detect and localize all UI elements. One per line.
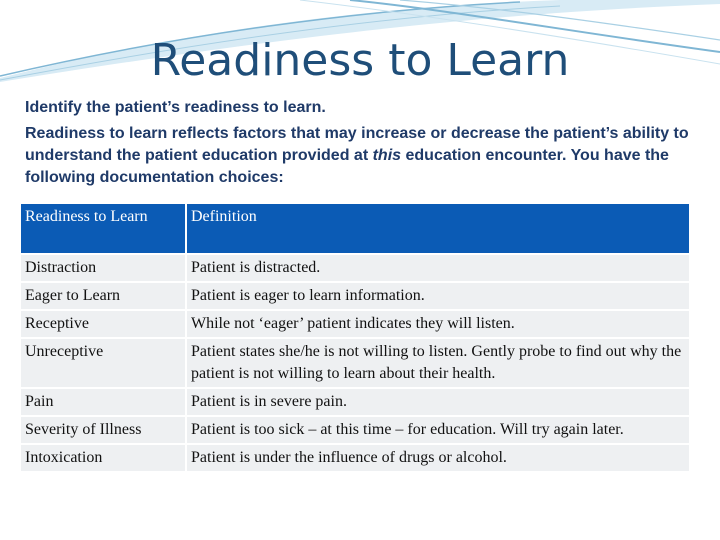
- column-header-definition: Definition: [187, 204, 689, 253]
- cell-definition: Patient is in severe pain.: [187, 389, 689, 415]
- intro-line-2a: Readiness to learn reflects factors that may increase or decrease the patient’s ability to understand the patient education provided at: [25, 125, 689, 164]
- intro-line-2: [25, 123, 705, 189]
- table-row: [21, 445, 689, 471]
- table-row: [21, 311, 689, 337]
- intro-text: [25, 97, 705, 189]
- cell-readiness: Pain: [21, 389, 185, 415]
- cell-definition: While not ‘eager’ patient indicates they will listen.: [187, 311, 689, 337]
- cell-definition: Patient states she/he is not willing to listen. Gently probe to find out why the patient is not willing to learn about their health.: [187, 339, 689, 387]
- table-row: [21, 417, 689, 443]
- cell-readiness: Unreceptive: [21, 339, 185, 387]
- cell-definition: Patient is distracted.: [187, 255, 689, 281]
- intro-emphasis: this: [372, 147, 402, 164]
- intro-line-1: Identify the patient’s readiness to learn.: [25, 99, 326, 116]
- table-row: [21, 283, 689, 309]
- cell-definition: Patient is too sick – at this time – for education. Will try again later.: [187, 417, 689, 443]
- cell-readiness: Eager to Learn: [21, 283, 185, 309]
- page-title: Readiness to Learn: [150, 35, 570, 86]
- cell-readiness: Intoxication: [21, 445, 185, 471]
- table-row: [21, 255, 689, 281]
- cell-readiness: Distraction: [21, 255, 185, 281]
- table-row: [21, 389, 689, 415]
- cell-readiness: Receptive: [21, 311, 185, 337]
- table-header-row: [21, 204, 689, 253]
- cell-readiness: Severity of Illness: [21, 417, 185, 443]
- cell-definition: Patient is eager to learn information.: [187, 283, 689, 309]
- intro-line-2b: education encounter. You have the following documentation choices:: [25, 147, 669, 186]
- cell-definition: Patient is under the influence of drugs or alcohol.: [187, 445, 689, 471]
- column-header-readiness: Readiness to Learn: [21, 204, 185, 253]
- readiness-table: [19, 202, 691, 473]
- table-row: [21, 339, 689, 387]
